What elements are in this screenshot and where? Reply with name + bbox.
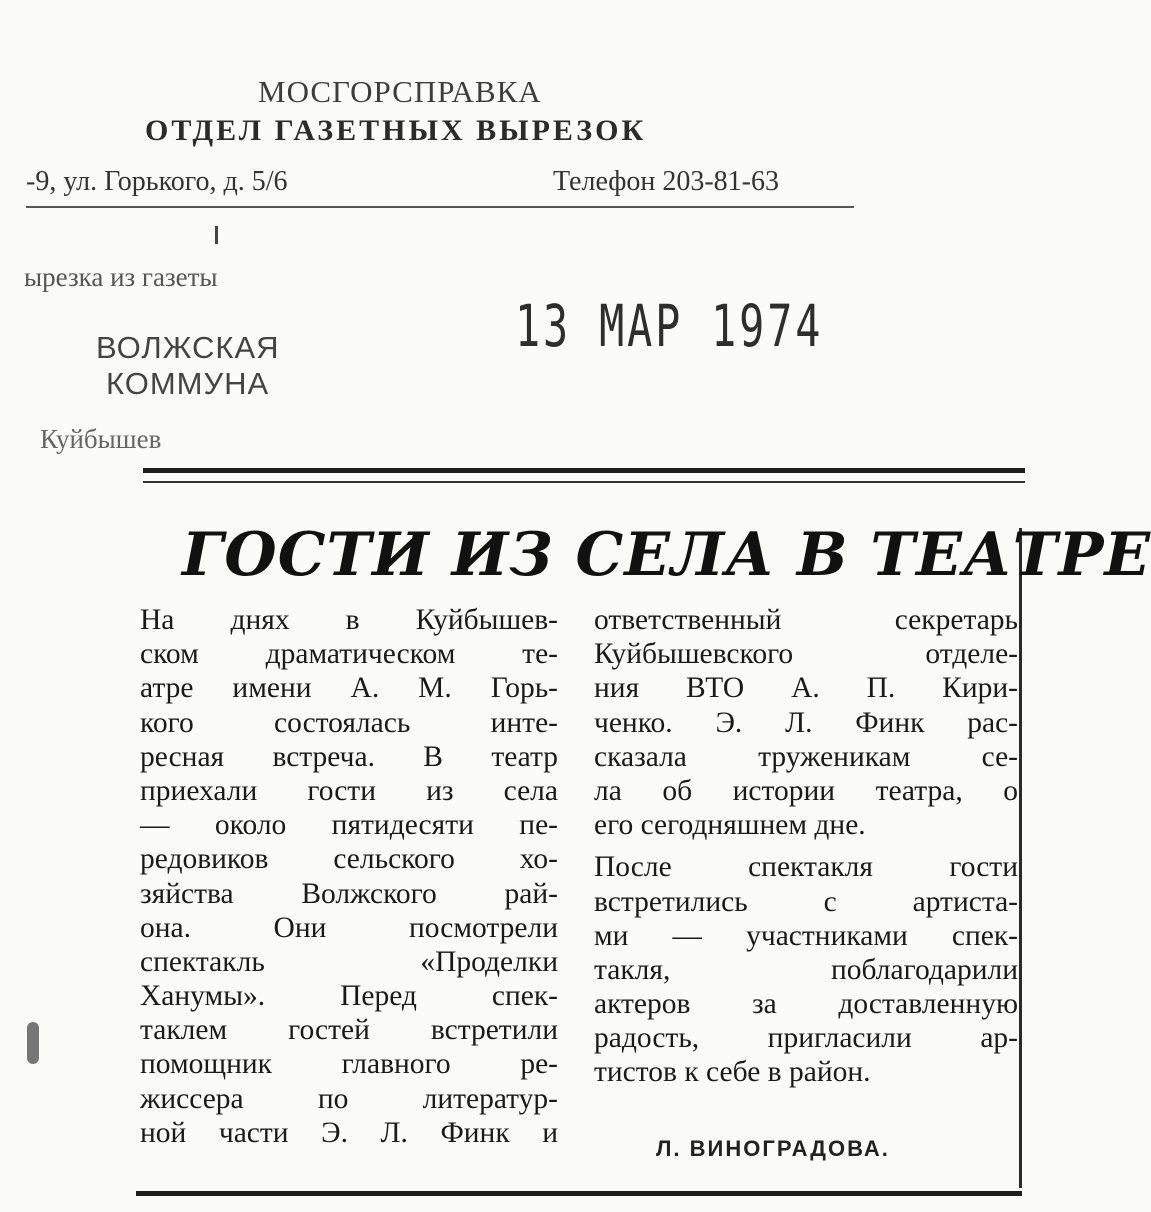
article-text-line: зяйства Волжского рай- <box>140 877 558 910</box>
article-text-line: встретились с артиста- <box>594 885 1018 918</box>
newspaper-name-line1: ВОЛЖСКАЯ <box>96 330 280 365</box>
department-name: ОТДЕЛ ГАЗЕТНЫХ ВЫРЕЗОК <box>145 114 647 147</box>
article-text-line: ресная встреча. В театр <box>140 740 558 773</box>
article-bottom-rule <box>136 1191 1022 1196</box>
article-text-line: После спектакля гости <box>594 851 1018 884</box>
article-text-line: На днях в Куйбышев- <box>140 604 558 636</box>
article-text-line: ми — участниками спек- <box>594 919 1018 952</box>
article-right-column <box>594 603 1018 1090</box>
article-top-rule-thick <box>143 468 1025 473</box>
article-left-column <box>140 603 558 1150</box>
article-text-line: ответственный секретарь <box>594 604 1018 636</box>
article-text-line: — около пятидесяти пе- <box>140 809 558 842</box>
newspaper-name-line2: КОММУНА <box>106 366 270 401</box>
article-text-line: жиссера по литератур- <box>140 1082 558 1115</box>
newspaper-city: Куйбышев <box>40 424 162 454</box>
article-text-line: ной части Э. Л. Финк и <box>140 1116 558 1149</box>
article-text-line: актеров за доставленную <box>594 988 1018 1021</box>
article-text-line: ла об истории театра, о <box>594 774 1018 807</box>
article-byline: Л. ВИНОГРАДОВА. <box>656 1136 890 1161</box>
paragraph-gap <box>594 842 1018 850</box>
article-text-line: ния ВТО А. П. Кири- <box>594 672 1018 705</box>
newspaper-name <box>96 330 280 402</box>
article-text-line: приехали гости из села <box>140 774 558 807</box>
article-text-line: редовиков сельского хо- <box>140 843 558 876</box>
article-text-line: тистов к себе в район. <box>594 1056 871 1089</box>
article-text-line: радость, пригласили ар- <box>594 1022 1018 1055</box>
article-headline: ГОСТИ ИЗ СЕЛА В ТЕАТРЕ <box>182 520 1151 590</box>
date-stamp: 13 МАР 1974 <box>515 292 824 360</box>
header-rule <box>26 206 854 208</box>
article-text-line: помощник главного ре- <box>140 1048 558 1081</box>
agency-name: МОСГОРСПРАВКА <box>258 74 542 109</box>
article-text-line: спектакль «Проделки <box>140 945 558 978</box>
article-text-line: его сегодняшнем дне. <box>594 809 866 842</box>
article-right-border <box>1019 528 1022 1188</box>
agency-address: -9, ул. Горького, д. 5/6 <box>26 166 288 197</box>
article-text-line: Куйбышевского отделе- <box>594 638 1018 671</box>
article-text-line: кого состоялась инте- <box>140 706 558 739</box>
article-text-line: ченко. Э. Л. Финк рас- <box>594 706 1018 739</box>
article-text-line: такля, поблагодарили <box>594 953 1018 986</box>
article-text-line: таклем гостей встретили <box>140 1014 558 1047</box>
ink-smudge <box>27 1022 39 1064</box>
article-text-line: атре имени А. М. Горь- <box>140 672 558 705</box>
article-text-line: ском драматическом те- <box>140 638 558 671</box>
header-tick-mark <box>215 226 218 244</box>
article-text-line: Ханумы». Перед спек- <box>140 980 558 1013</box>
article-text-line: сказала труженикам се- <box>594 740 1018 773</box>
article-top-rule-thin <box>143 481 1025 483</box>
clipping-label: ырезка из газеты <box>24 262 218 292</box>
agency-phone: Телефон 203-81-63 <box>553 166 779 197</box>
article-text-line: она. Они посмотрели <box>140 911 558 944</box>
